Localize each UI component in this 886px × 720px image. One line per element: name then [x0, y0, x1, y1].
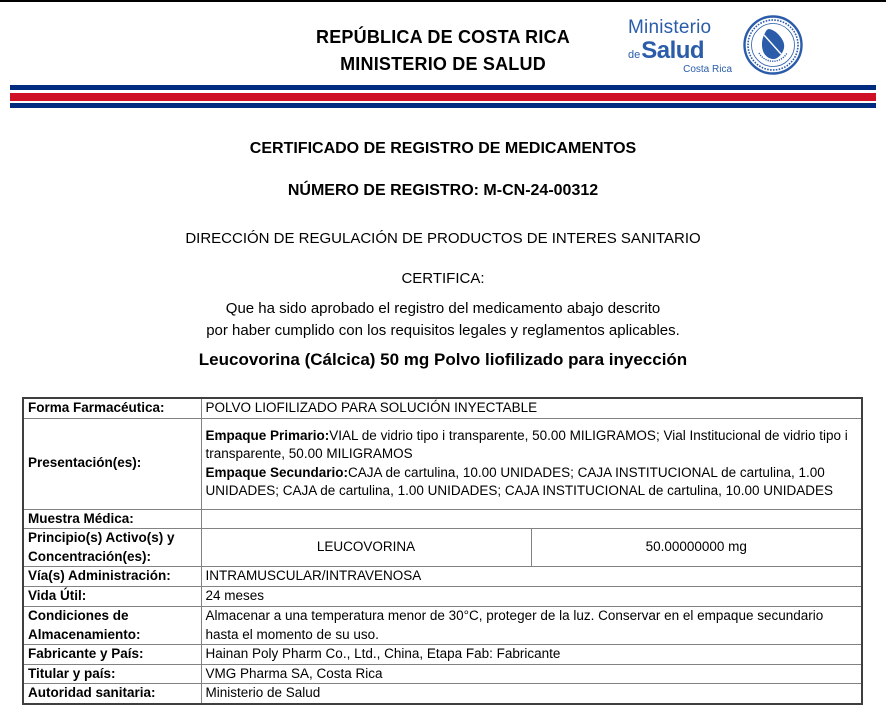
concentration-cell: 50.00000000 mg: [531, 529, 862, 567]
table-row: [23, 607, 862, 645]
logo-word-costa-rica: Costa Rica: [683, 64, 732, 75]
ministry-seal-icon: [742, 14, 804, 76]
row-label-via-administracion: Vía(s) Administración:: [23, 567, 201, 587]
logo-word-salud: Salud: [641, 37, 705, 64]
row-label-condiciones: Condiciones de Almacenamiento:: [23, 607, 201, 645]
certificate-heading: CERTIFICADO DE REGISTRO DE MEDICAMENTOS: [249, 140, 637, 157]
direction-line: DIRECCIÓN DE REGULACIÓN DE PRODUCTOS DE INTERES SANITARIO: [185, 230, 701, 247]
row-value-presentaciones: [201, 418, 862, 509]
body-line-2: por haber cumplido con los requisitos legales y reglamentos aplicables.: [206, 322, 680, 339]
flag-stripe-blue-bottom: [10, 103, 876, 108]
table-row: [23, 398, 862, 418]
top-rule: [0, 0, 886, 2]
logo-word-de: de: [628, 49, 641, 61]
row-label-fabricante: Fabricante y País:: [23, 645, 201, 665]
ministry-logo: [628, 16, 800, 88]
row-value-titular: VMG Pharma SA, Costa Rica: [201, 664, 862, 684]
row-value-condiciones: Almacenar a una temperatura menor de 30°C, proteger de la luz. Conservar en el empaque secundario hasta el momento de su uso.: [201, 607, 862, 645]
row-label-autoridad: Autoridad sanitaria:: [23, 684, 201, 704]
republic-title: REPÚBLICA DE COSTA RICA: [316, 27, 570, 47]
empaque-primario-label: Empaque Primario:: [205, 427, 330, 443]
logo-word-ministerio: Ministerio: [628, 17, 712, 38]
table-row: [23, 529, 862, 567]
body-line-1: Que ha sido aprobado el registro del medicamento abajo descrito: [225, 300, 661, 317]
row-value-muestra-medica: [201, 509, 862, 529]
ministry-logo-text: [628, 18, 738, 75]
row-label-muestra-medica: Muestra Médica:: [23, 509, 201, 529]
table-row: [23, 509, 862, 529]
row-value-fabricante: Hainan Poly Pharm Co., Ltd., China, Etapa Fab: Fabricante: [201, 645, 862, 665]
flag-stripe-red: [10, 93, 876, 101]
empaque-primario-value: VIAL de vidrio tipo i transparente, 50.00 MILIGRAMOS; Vial Institucional de vidrio tipo i transparente, 50.00 MILIGRAMOS: [205, 427, 848, 461]
row-label-forma-farmaceutica: Forma Farmacéutica:: [23, 398, 201, 418]
row-value-via-administracion: INTRAMUSCULAR/INTRAVENOSA: [201, 567, 862, 587]
row-label-principio-activo: Principio(s) Activo(s) y Concentración(es):: [23, 529, 201, 567]
flag-stripe-blue-top: [10, 85, 876, 90]
empaque-secundario-value: CAJA de cartulina, 10.00 UNIDADES; CAJA INSTITUCIONAL de cartulina, 1.00 UNIDADES; CAJA de cartulina, 1.00 UNIDADES; CAJA INSTITUCIONAL de cartulina, 10.00 UNIDADES: [205, 464, 833, 498]
row-label-vida-util: Vida Útil:: [23, 587, 201, 607]
table-row: [23, 645, 862, 665]
table-row: [23, 684, 862, 704]
row-value-vida-util: 24 meses: [201, 587, 862, 607]
table-row: [23, 567, 862, 587]
table-row: [23, 587, 862, 607]
empaque-secundario-label: Empaque Secundario:: [205, 464, 349, 480]
certifica-line: CERTIFICA:: [401, 270, 485, 287]
registration-table: [22, 397, 863, 705]
registry-number: NÚMERO DE REGISTRO: M-CN-24-00312: [287, 182, 599, 199]
row-value-forma-farmaceutica: POLVO LIOFILIZADO PARA SOLUCIÓN INYECTABLE: [201, 398, 862, 418]
row-value-autoridad: Ministerio de Salud: [201, 684, 862, 704]
ministry-title: MINISTERIO DE SALUD: [340, 54, 546, 74]
row-label-presentaciones: Presentación(es):: [23, 418, 201, 509]
table-row: [23, 664, 862, 684]
product-name: Leucovorina (Cálcica) 50 mg Polvo liofilizado para inyección: [198, 350, 688, 369]
active-ingredient-cell: LEUCOVORINA: [201, 529, 531, 567]
table-row: [23, 418, 862, 509]
row-label-titular: Titular y país:: [23, 664, 201, 684]
